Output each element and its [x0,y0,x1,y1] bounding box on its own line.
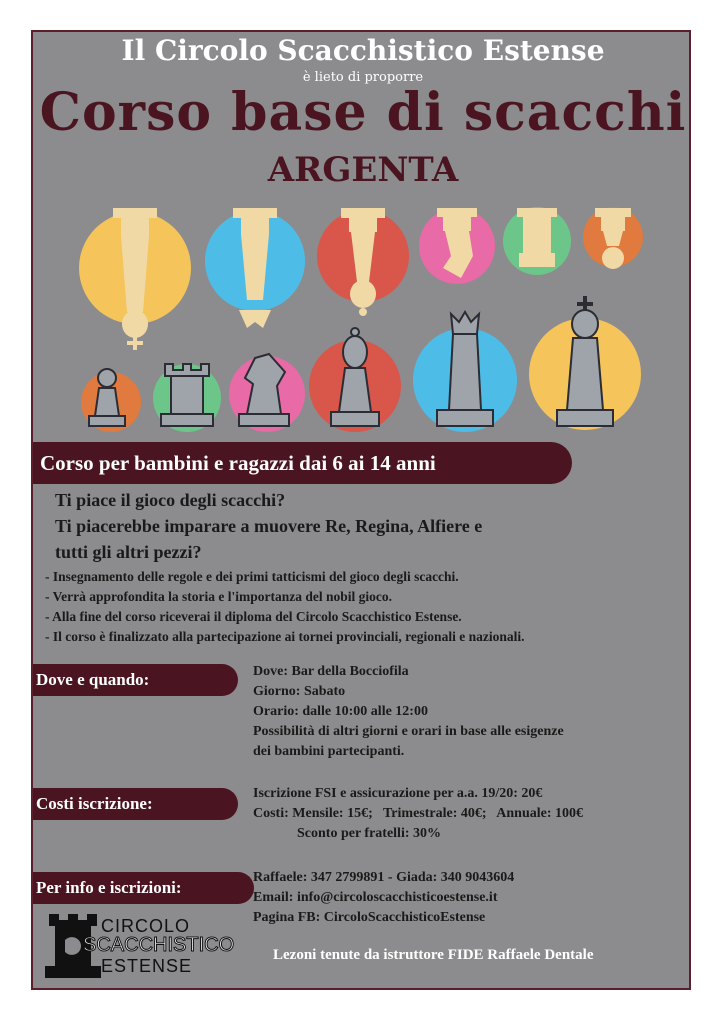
contacts-label: Per info e iscrizioni: [31,872,254,904]
bishop-icon [309,328,401,432]
knight-icon [419,208,495,284]
king-icon [529,296,641,430]
bullet-item: - Il corso è finalizzato alla partecipazione ai tornei provinciali, regionali e nazionali. [45,629,525,644]
costs-details [253,784,583,844]
contacts-details [253,868,514,928]
flyer [31,30,691,990]
instructor-note: Lezoni tenute da istruttore FIDE Raffaele Dentale [273,947,594,963]
logo-line-2: SCACCHISTICO [83,934,235,956]
rook-icon [153,364,221,432]
logo-line-1: CIRCOLO [101,916,191,936]
facebook-line: Pagina FB: CircoloScacchisticoEstense [253,910,486,925]
bishop-icon [317,208,409,316]
info-line: Dove: Bar della Bocciofila [253,664,409,679]
question-line: tutti gli altri pezzi? [55,542,202,562]
costs-label: Costi iscrizione: [31,788,238,820]
pawn-icon [583,207,643,269]
queen-icon [205,208,305,328]
bullet-item: - Insegnamento delle regole e dei primi tatticismi del gioco degli scacchi. [45,569,459,584]
main-title: Corso base di scacchi [39,82,687,143]
king-icon [79,208,191,350]
pawn-icon [81,369,141,432]
rook-icon [503,207,571,275]
where-when-label: Dove e quando: [31,664,238,696]
info-line: Iscrizione FSI e assicurazione per a.a. 19/20: 20€ [253,786,543,801]
info-line: Orario: dalle 10:00 alle 12:00 [253,704,428,719]
question-line: Ti piacerebbe imparare a muovere Re, Regina, Alfiere e [55,516,483,536]
knight-icon [229,354,305,432]
bullet-item: - Verrà approfondita la storia e l'importanza del nobil gioco. [45,589,392,604]
bullet-item: - Alla fine del corso riceverai il diploma del Circolo Scacchistico Estense. [45,609,462,624]
email-line: Email: info@circoloscacchisticoestense.it [253,890,498,905]
chess-pieces-illustration [33,32,691,442]
org-title: Il Circolo Scacchistico Estense [121,34,605,67]
question-line: Ti piace il gioco degli scacchi? [55,490,286,510]
logo-line-3: ESTENSE [101,956,193,976]
city-title: ARGENTA [267,150,459,190]
info-line: Sconto per fratelli: 30% [297,826,441,841]
queen-icon [413,312,517,432]
subtitle: è lieto di proporre [302,70,424,85]
info-line: Costi: Mensile: 15€; Trimestrale: 40€; Annuale: 100€ [253,806,583,821]
info-line: Giorno: Sabato [253,684,346,699]
phone-line: Raffaele: 347 2799891 - Giada: 340 9043604 [253,870,515,885]
info-line: dei bambini partecipanti. [253,744,405,759]
where-when-details [253,662,564,762]
info-line: Possibilità di altri giorni e orari in base alle esigenze [253,724,564,739]
age-banner: Corso per bambini e ragazzi dai 6 ai 14 anni [31,442,572,484]
club-logo [41,912,251,982]
